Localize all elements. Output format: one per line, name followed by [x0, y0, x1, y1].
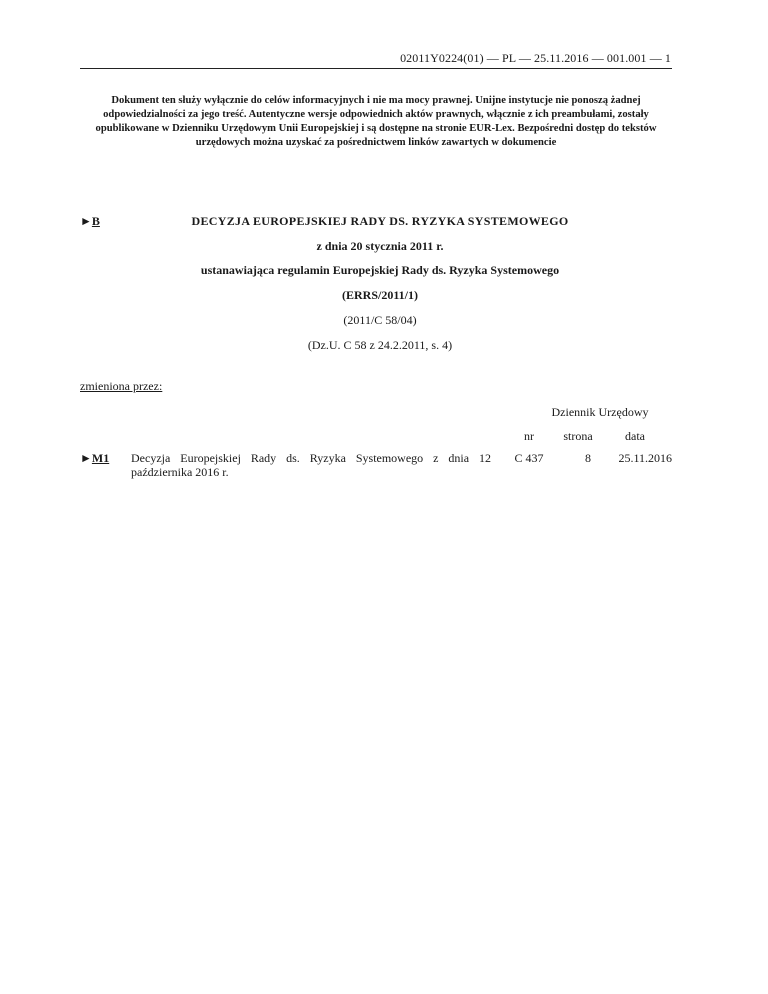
document-identifier: 02011Y0224(01) — PL — 25.11.2016 — 001.001 — 1: [400, 51, 671, 65]
column-header-strona: strona: [563, 429, 593, 443]
amendment-nr: C 437: [514, 451, 544, 465]
amendment-code-link[interactable]: M1: [91, 451, 110, 465]
act-date: z dnia 20 stycznia 2011 r.: [316, 239, 444, 253]
base-act-code-link[interactable]: B: [91, 214, 100, 228]
base-act-marker[interactable]: [80, 214, 100, 229]
act-subject: ustanawiająca regulamin Europejskiej Rady ds. Ryzyka Systemowego: [200, 263, 560, 277]
marker-arrow-icon: ►: [80, 451, 92, 465]
act-title: DECYZJA EUROPEJSKIEJ RADY DS. RYZYKA SYSTEMOWEGO: [191, 214, 569, 228]
act-oj-reference: (2011/C 58/04): [343, 313, 417, 327]
column-header-data: data: [625, 429, 645, 443]
official-journal-heading: Dziennik Urzędowy: [551, 405, 649, 419]
amendment-description: Decyzja Europejskiej Rady ds. Ryzyka Systemowego z dnia 12 października 2016 r.: [131, 451, 491, 479]
header-divider: [80, 68, 672, 69]
act-dzu-reference: (Dz.U. C 58 z 24.2.2011, s. 4): [307, 338, 453, 352]
act-reference: (ERRS/2011/1): [341, 288, 418, 302]
column-header-nr: nr: [524, 429, 534, 443]
amended-by-label: zmieniona przez:: [80, 379, 163, 393]
legal-disclaimer: Dokument ten służy wyłącznie do celów informacyjnych i nie ma mocy prawnej. Unijne instytucje nie ponoszą żadnej odpowiedzialności za jego treść. Autentyczne wersje odpowiednich aktów prawnych, włącznie z ich preambułami, zostały opublikowane w Dzienniku Urzędowym Unii Europejskiej i są dostępne na stronie EUR-Lex. Bezpośredni dostęp do tekstów urzędowych można uzyskać za pośrednictwem linków zawartych w dokumencie: [95, 95, 657, 148]
amendment-marker[interactable]: [80, 451, 109, 466]
amendment-strona: 8: [585, 451, 591, 465]
marker-arrow-icon: ►: [80, 214, 92, 228]
amendment-data: 25.11.2016: [618, 451, 672, 465]
